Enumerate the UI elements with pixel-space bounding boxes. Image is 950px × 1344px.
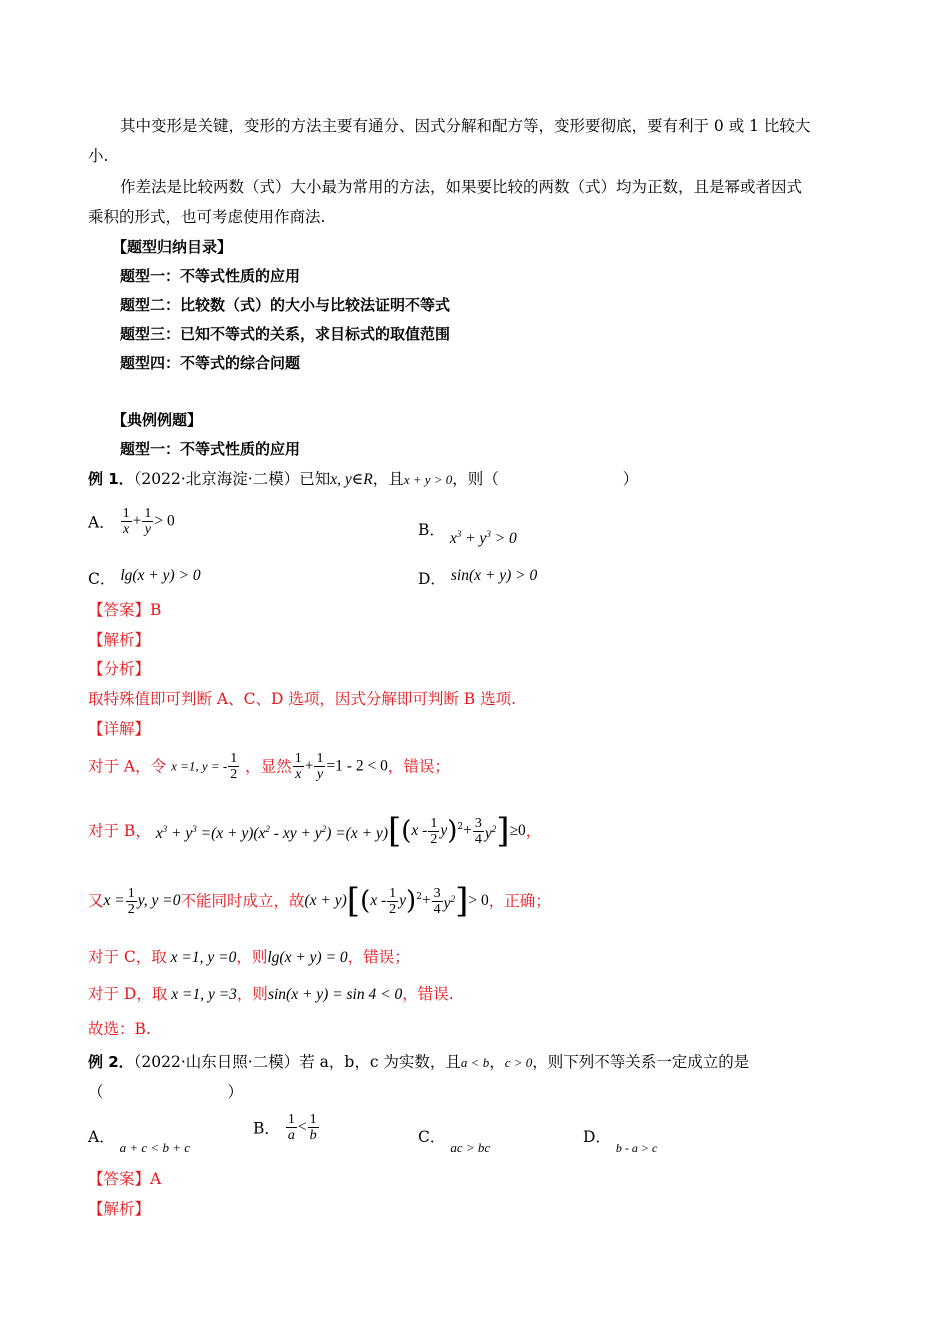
intro-para1-line1: 其中变形是关键，变形的方法主要有通分、因式分解和配方等，变形要彻底，要有利于 0 或 1 比较大 bbox=[120, 117, 811, 135]
catalog-item-1: 题型一：不等式性质的应用 bbox=[120, 267, 301, 285]
detail-d-tail: ，错误. bbox=[402, 985, 454, 1003]
catalog-heading: 【题型归纳目录】 bbox=[112, 238, 233, 256]
example1-option-c bbox=[88, 563, 201, 588]
example1-option-a: A． $\frac{1}{x}$ + $\frac{1}{y}$ > 0 bbox=[88, 506, 175, 537]
option-a-frac1: $\frac{1}{x}$ bbox=[122, 506, 130, 537]
detail-b2-34: $\frac{3}{4}$ bbox=[433, 885, 441, 917]
ex2-option-b-frac1: $\frac{1}{a}$ bbox=[287, 1112, 295, 1143]
example2-option-b: B． $\frac{1}{a}$ < $\frac{1}{b}$ bbox=[253, 1112, 317, 1143]
example1-fenxi-text: 取特殊值即可判断 A、C、D 选项，因式分解即可判断 B 选项. bbox=[88, 690, 517, 708]
detail-a-values: x =1, y = - bbox=[171, 758, 228, 774]
ex2-option-d-expr: b - a > c bbox=[615, 1141, 658, 1155]
example2-cond2: c > 0 bbox=[504, 1055, 533, 1070]
detail-b2-mid: 不能同时成立，故 bbox=[180, 892, 305, 910]
example2-option-c bbox=[418, 1125, 491, 1155]
detail-d-expr: sin(x + y) = sin 4 < 0 bbox=[267, 986, 403, 1003]
detail-line-a: 对于 A，令 x =1, y = - $\frac{1}{2}$ ，显然 $\frac{1}{x}$ + $\frac{1}{y}$ =1 - 2 < 0，错误； bbox=[88, 751, 450, 782]
option-d-expr: sin(x + y) > 0 bbox=[450, 567, 538, 584]
example2-answer: 【答案】A bbox=[88, 1170, 162, 1188]
intro-para2-line1: 作差法是比较两数（式）大小最为常用的方法，如果要比较的两数（式）均为正数，且是幂或者因式 bbox=[120, 178, 803, 196]
detail-c-prefix: 对于 C，取 bbox=[88, 948, 167, 966]
detail-a-half: $\frac{1}{2}$ bbox=[230, 751, 238, 782]
ex2-option-d-label: D． bbox=[583, 1128, 611, 1146]
detail-a-frac2: $\frac{1}{y}$ bbox=[316, 751, 324, 782]
option-a-label: A． bbox=[88, 513, 115, 532]
detail-d-mid: ，则 bbox=[236, 985, 268, 1003]
example2-analysis: 【解析】 bbox=[88, 1200, 151, 1218]
example1-mid: ，且 bbox=[372, 470, 404, 488]
example2-text: （2022·山东日照·二模）若 a，b，c 为实数，且 bbox=[133, 1053, 461, 1071]
ex2-option-b-label: B． bbox=[253, 1119, 280, 1138]
example1-answer: 【答案】B bbox=[88, 601, 162, 619]
option-c-label: C． bbox=[88, 570, 116, 588]
example2-option-d bbox=[583, 1125, 658, 1155]
detail-d-prefix: 对于 D，取 bbox=[88, 985, 168, 1003]
type1-heading: 题型一：不等式性质的应用 bbox=[120, 440, 301, 458]
detail-b-tail: ， bbox=[525, 822, 542, 840]
example1-conclusion: 故选：B. bbox=[88, 1020, 151, 1038]
detail-b-expr: $x^3 + y^3 =(x + y)(x^2$ - xy + $y^2) =(x + y)$ bbox=[155, 823, 388, 842]
detail-b2-half: $\frac{1}{2}$ bbox=[127, 885, 135, 917]
example1-option-d bbox=[418, 563, 538, 588]
example1-detail: 【详解】 bbox=[88, 720, 151, 738]
example1-analysis: 【解析】 bbox=[88, 631, 151, 649]
detail-line-b2: 又x = $\frac{1}{2}$ y, y =0不能同时成立，故(x + y)[(x - $\frac{1}{2}$ y)$^2$+ $\frac{3}{4}$ $y^2]> 0$，正确； bbox=[88, 881, 551, 921]
detail-line-c: 对于 C，取 x =1, y =0，则lg(x + y) = 0，错误； bbox=[88, 948, 410, 966]
detail-b2-tail: ，正确； bbox=[488, 892, 551, 910]
example1-source: （2022·北京海淀·二模）已知 bbox=[133, 470, 331, 488]
detail-c-expr: lg(x + y) = 0 bbox=[267, 949, 348, 966]
catalog-item-2: 题型二：比较数（式）的大小与比较法证明不等式 bbox=[120, 296, 451, 314]
detail-c-tail: ，错误； bbox=[347, 948, 410, 966]
ex2-option-a-expr: a + c < b + c bbox=[119, 1140, 190, 1155]
detail-b-34: $\frac{3}{4}$ bbox=[474, 815, 482, 847]
detail-line-d: 对于 D，取 x =1, y =3，则sin(x + y) = sin 4 < 0，错误. bbox=[88, 985, 454, 1003]
intro-para2-line2: 乘积的形式，也可考虑使用作商法. bbox=[88, 208, 326, 226]
ex2-option-a-label: A． bbox=[88, 1128, 115, 1146]
detail-a-prefix: 对于 A，令 bbox=[88, 757, 167, 776]
detail-b2-prefix: 又 bbox=[88, 892, 104, 910]
detail-b-prefix: 对于 B， bbox=[88, 822, 151, 840]
example1-fenxi: 【分析】 bbox=[88, 660, 151, 678]
example1-cond: x + y > 0 bbox=[403, 472, 453, 487]
detail-a-tail: ，错误； bbox=[387, 757, 450, 776]
example2-paren: （ ） bbox=[88, 1083, 244, 1101]
intro-para1-line2: 小. bbox=[88, 147, 109, 165]
detail-b-half: $\frac{1}{2}$ bbox=[430, 815, 438, 847]
detail-a-mid: ，显然 bbox=[245, 757, 292, 776]
example2-sep: ， bbox=[489, 1053, 505, 1071]
ex2-option-b-frac2: $\frac{1}{b}$ bbox=[309, 1112, 317, 1143]
example1-tail: ，则（ ） bbox=[452, 470, 639, 488]
example1-option-b: B． $x^3 + y^3 > 0$ bbox=[418, 521, 517, 547]
catalog-item-4: 题型四：不等式的综合问题 bbox=[120, 354, 301, 372]
option-a-frac2: $\frac{1}{y}$ bbox=[144, 506, 152, 537]
detail-a-frac1: $\frac{1}{x}$ bbox=[294, 751, 302, 782]
detail-line-b: 对于 B， $x^3 + y^3 =(x + y)(x^2$ - xy + $y^2) =(x + y)[(x$ - $\frac{1}{2}$ y)$^2$+ $\frac{3}{4}$ $y^2]\ge 0$， bbox=[88, 811, 542, 851]
example1-label: 例 1． bbox=[88, 470, 134, 488]
detail-b2-half2: $\frac{1}{2}$ bbox=[389, 885, 397, 917]
ex2-option-c-expr: ac > bc bbox=[450, 1140, 491, 1155]
example1-question bbox=[88, 468, 638, 491]
example2-tail: ，则下列不等关系一定成立的是 bbox=[532, 1053, 750, 1071]
example1-given: x, y∈R bbox=[330, 471, 373, 488]
example2-question bbox=[88, 1051, 749, 1074]
ex2-option-c-label: C． bbox=[418, 1128, 446, 1146]
example2-option-a bbox=[88, 1125, 190, 1155]
option-d-label: D． bbox=[418, 570, 446, 588]
option-c-expr: lg(x + y) > 0 bbox=[120, 567, 201, 584]
examples-heading: 【典例例题】 bbox=[112, 411, 203, 429]
example2-cond1: a < b bbox=[460, 1055, 490, 1070]
option-b-label: B． bbox=[418, 521, 445, 539]
example2-label: 例 2． bbox=[88, 1053, 134, 1071]
catalog-item-3: 题型三：已知不等式的关系，求目标式的取值范围 bbox=[120, 325, 451, 343]
detail-c-mid: ，则 bbox=[236, 948, 268, 966]
